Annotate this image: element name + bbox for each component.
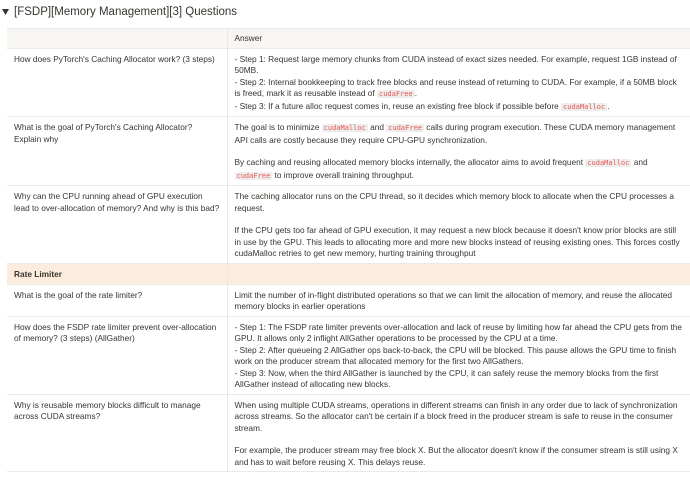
answer-text: - Step 1: Request large memory chunks from CUDA instead of exact sizes needed. For example, request 1GB instead of 50MB.	[234, 53, 677, 75]
answer-text: .	[607, 100, 610, 111]
answer-text: and	[367, 122, 387, 132]
table-section-row	[7, 263, 690, 284]
answer-text: and	[631, 157, 648, 167]
answer-paragraph	[235, 322, 683, 345]
answer-text: When using multiple CUDA streams, operations in different streams can finish in any order due to lack of synchronization across streams. So the allocator can't be certain if a block freed in the producer stream is safe to reuse in the consumer stream.	[234, 399, 678, 433]
question-cell: Why is reusable memory blocks difficult to manage across CUDA streams?	[7, 394, 227, 472]
answer-text: By caching and reusing allocated memory blocks internally, the allocator aims to avoid frequent	[234, 157, 586, 167]
page-title: [FSDP][Memory Management][3] Questions	[14, 6, 238, 18]
answer-paragraph	[235, 400, 683, 435]
triangle-down-icon[interactable]	[0, 6, 10, 18]
inline-code: cudaMalloc	[563, 102, 606, 111]
answer-text: - Step 3: Now, when the third AllGather is launched by the CPU, it can safely reuse the memory blocks from the first AllGather instead of allocating new blocks.	[234, 367, 659, 389]
answer-paragraph	[235, 368, 683, 391]
qa-table	[7, 28, 690, 472]
answer-text: - Step 3: If a future alloc request comes in, reuse an existing free block if possible before	[234, 100, 562, 111]
answer-text: If the CPU gets too far ahead of GPU execution, it may request a new block because it doesn't know prior blocks are still in use by the GPU. This leads to allocating more and more new blocks instead of reusing existing ones. This forces costly cudaMalloc retries to get new memory, hurting training throughput	[234, 225, 680, 258]
inline-code: cudaFree	[388, 124, 422, 132]
answer-text: The caching allocator runs on the CPU thread, so it decides which memory block to allocate when the CPU processes a request.	[234, 191, 674, 213]
question-cell: How does PyTorch's Caching Allocator work? (3 steps)	[7, 48, 227, 117]
paragraph-gap	[235, 214, 683, 225]
table-row	[7, 186, 690, 264]
answer-paragraph	[235, 101, 683, 114]
inline-code: cudaFree	[236, 171, 271, 180]
inline-code: cudaFree	[379, 90, 413, 98]
answer-paragraph	[235, 191, 683, 214]
answer-text: - Step 2: Internal bookkeeping to track free blocks and reuse instead of returning to CUDA. For example, if a 50MB block is freed, mark it as reusable instead of	[234, 76, 677, 98]
header-cell-question	[7, 29, 227, 49]
paragraph-gap	[235, 146, 683, 157]
answer-text: calls during program execution. These CUDA memory management API calls are costly because they require CPU-GPU synchronization.	[234, 122, 676, 145]
header-cell-answer: Answer	[227, 29, 690, 49]
inline-code: cudaMalloc	[323, 124, 366, 132]
table-row	[7, 316, 690, 394]
section-title: Rate Limiter	[7, 263, 227, 284]
table-row	[7, 284, 690, 316]
section-empty-cell	[227, 263, 690, 284]
answer-text: The goal is to minimize	[234, 122, 322, 132]
answer-text: to improve overall training throughput.	[272, 169, 414, 180]
answer-paragraph	[235, 225, 683, 260]
answer-cell	[227, 284, 690, 316]
answer-text: For example, the producer stream may free block X. But the allocator doesn't know if the consumer stream is still using X and has to wait before reusing X. This delays reuse.	[234, 445, 678, 467]
table-row	[7, 48, 690, 117]
table-row	[7, 394, 690, 472]
answer-paragraph	[235, 290, 683, 313]
answer-paragraph	[235, 445, 683, 468]
toggle-heading[interactable]	[0, 3, 237, 21]
answer-paragraph	[235, 54, 683, 77]
answer-cell	[227, 394, 690, 472]
answer-text: .	[414, 88, 418, 98]
answer-paragraph	[235, 122, 683, 146]
answer-cell	[227, 117, 690, 186]
answer-cell	[227, 186, 690, 264]
answer-paragraph	[235, 345, 683, 368]
question-cell: What is the goal of the rate limiter?	[7, 284, 227, 316]
answer-text: - Step 1: The FSDP rate limiter prevents over-allocation and lack of reuse by limiting how far ahead the CPU gets from the GPU. It allows only 2 inflight AllGather operations to be processed by the CPU at a time.	[234, 321, 682, 343]
question-cell: Why can the CPU running ahead of GPU execution lead to over-allocation of memory? And why is this bad?	[7, 186, 227, 264]
answer-paragraph	[235, 77, 683, 101]
table-row	[7, 117, 690, 186]
answer-text: Limit the number of in-flight distributed operations so that we can limit the allocation of memory, and reuse the allocated memory blocks in earlier operations	[234, 289, 673, 311]
answer-text: - Step 2: After queueing 2 AllGather ops back-to-back, the CPU will be blocked. This pause allows the GPU time to finish work on the producer stream that allocated memory for the first two AllGathers.	[234, 344, 677, 366]
answer-cell	[227, 48, 690, 117]
paragraph-gap	[235, 434, 683, 445]
inline-code: cudaMalloc	[587, 159, 630, 167]
question-cell: What is the goal of PyTorch's Caching Allocator? Explain why	[7, 117, 227, 186]
answer-cell	[227, 316, 690, 394]
table-header-row	[7, 29, 690, 49]
answer-paragraph	[235, 157, 683, 182]
question-cell: How does the FSDP rate limiter prevent over-allocation of memory? (3 steps) (AllGather)	[7, 316, 227, 394]
